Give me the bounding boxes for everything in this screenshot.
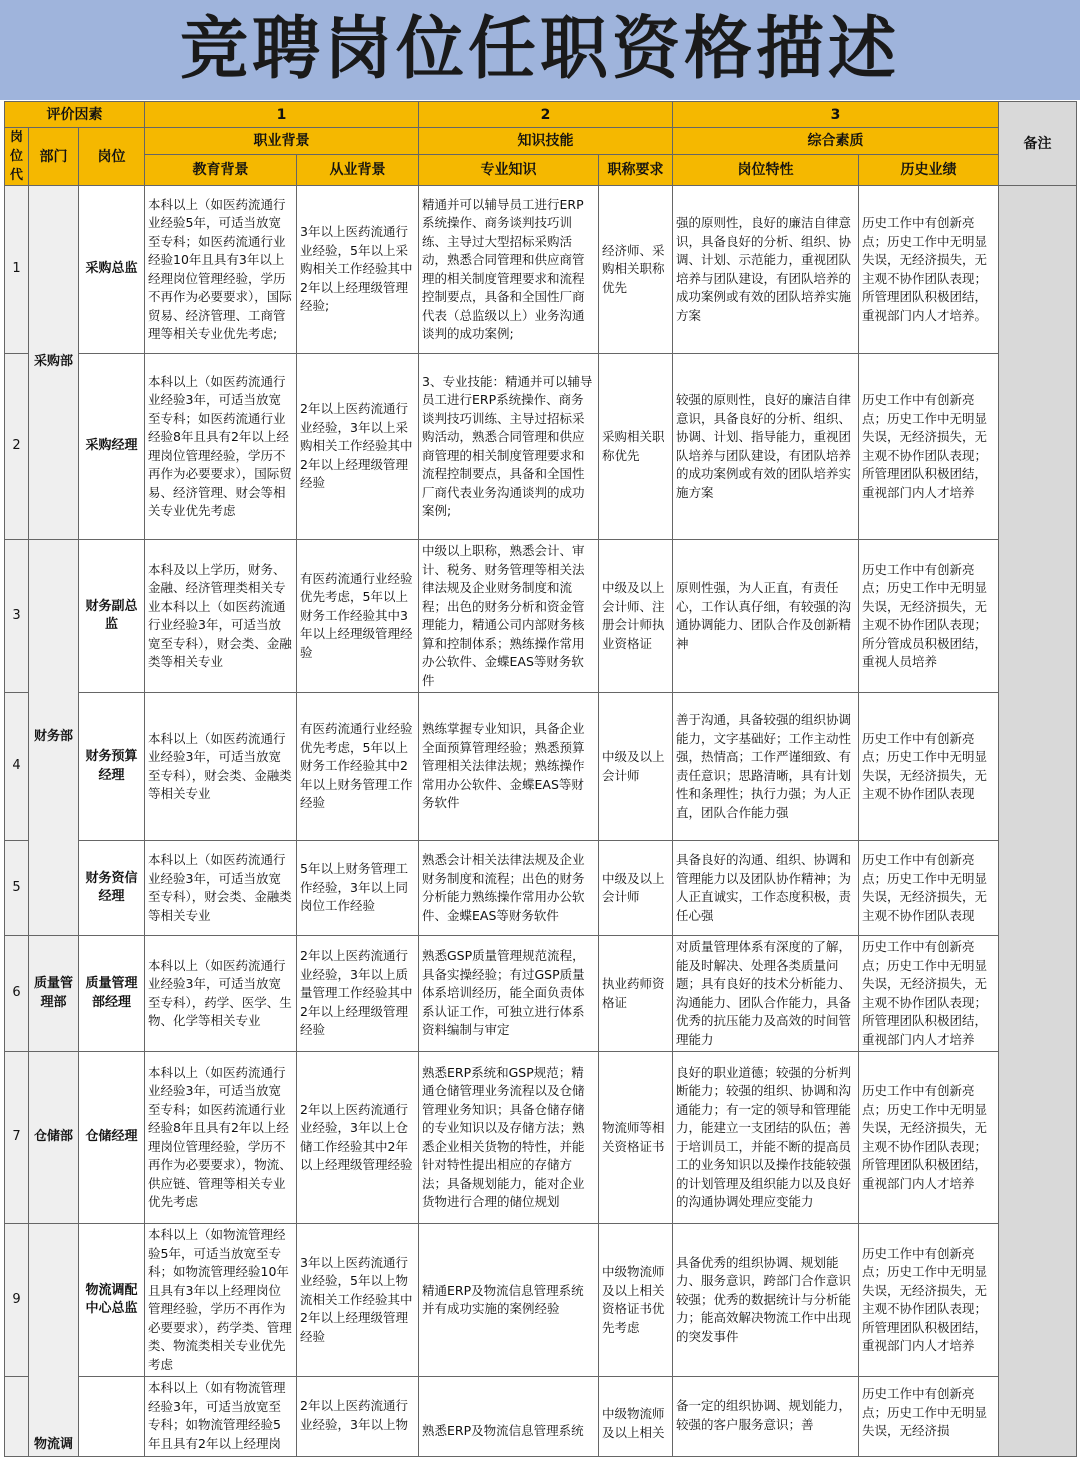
expertise-cell: 熟悉ERP及物流信息管理系统 — [419, 1377, 599, 1457]
experience-cell: 2年以上医药流通行业经验，3年以上质量管理工作经验其中2年以上经理级管理经验 — [297, 936, 419, 1052]
title-req-header: 职称要求 — [599, 155, 673, 186]
table-row — [5, 936, 1077, 1052]
remark-header: 备注 — [999, 102, 1077, 186]
department-cell: 质量管理部 — [29, 936, 79, 1052]
row-number: 6 — [5, 936, 29, 1052]
title-req-cell: 采购相关职称优先 — [599, 354, 673, 540]
performance-cell: 历史工作中有创新亮点；历史工作中无明显失误，无经济损失，无主观不协作团队表现；所管理团队积极团结，重视部门内人才培养 — [859, 936, 999, 1052]
title-req-cell: 中级及以上会计师 — [599, 693, 673, 841]
position-cell — [79, 1377, 145, 1457]
traits-cell: 善于沟通，具备较强的组织协调能力，文字基础好；工作主动性强，热情高；工作严谨细致、有责任意识；思路清晰，具有计划性和条理性；执行力强；为人正直，团队合作能力强 — [673, 693, 859, 841]
education-cell: 本科以上（如物流管理经验5年，可适当放宽至专科；如物流管理经验10年且具有3年以上经理岗位管理经验，学历不再作为必要要求），药学类、管理类、物流类相关专业优先考虑 — [145, 1224, 297, 1377]
group-1-header: 1 — [145, 102, 419, 128]
position-cell: 仓储经理 — [79, 1052, 145, 1224]
group-2-header: 2 — [419, 102, 673, 128]
expertise-cell: 熟悉会计相关法律法规及企业财务制度和流程；出色的财务分析能力熟练操作常用办公软件、金蝶EAS等财务软件 — [419, 841, 599, 936]
traits-cell: 强的原则性，良好的廉洁自律意识，具备良好的分析、组织、协调、计划、示范能力，重视团队培养与团队建设，有团队培养的成功案例或有效的团队培养实施方案 — [673, 186, 859, 354]
group-3-header: 3 — [673, 102, 999, 128]
education-cell: 本科及以上学历，财务、金融、经济管理类相关专业本科以上（如医药流通行业经验3年，可适当放宽至专科），财会类、金融类等相关专业 — [145, 540, 297, 693]
expertise-cell: 3、专业技能：精通并可以辅导员工进行ERP系统操作、商务谈判技巧训练、主导过招标采购活动，熟悉合同管理和供应商管理的相关制度管理要求和流程控制要点，具备和全国性厂商代表业务沟通谈判的成功案例; — [419, 354, 599, 540]
education-cell: 本科以上（如有物流管理经验3年，可适当放宽至专科；如物流管理经验5年且具有2年以上经理岗 — [145, 1377, 297, 1457]
expertise-cell: 精通并可以辅导员工进行ERP系统操作、商务谈判技巧训练、主导过大型招标采购活动，熟悉合同管理和供应商管理的相关制度管理要求和流程控制要点，具备和全国性厂商代表（总监级以上）业务沟通谈判的成功案例; — [419, 186, 599, 354]
row-number — [5, 1377, 29, 1457]
table-row — [5, 540, 1077, 693]
career-header: 职业背景 — [145, 128, 419, 155]
performance-cell: 历史工作中有创新亮点；历史工作中无明显失误，无经济损失，无主观不协作团队表现；所管理团队积极团结，重视部门内人才培养 — [859, 1052, 999, 1224]
performance-cell: 历史工作中有创新亮点；历史工作中无明显失误，无经济损失，无主观不协作团队表现；所管理团队积极团结，重视部门内人才培养 — [859, 354, 999, 540]
title-req-cell: 执业药师资格证 — [599, 936, 673, 1052]
row-number: 1 — [5, 186, 29, 354]
position-cell: 财务副总监 — [79, 540, 145, 693]
department-cell: 财务部 — [29, 540, 79, 936]
education-cell: 本科以上（如医药流通行业经验3年，可适当放宽至专科；如医药流通行业经验8年且具有2年以上经理岗位管理经验，学历不再作为必要要求），物流、供应链、管理等相关专业优先考虑 — [145, 1052, 297, 1224]
traits-cell: 良好的职业道德；较强的分析判断能力；较强的组织、协调和沟通能力；有一定的领导和管理能力，能建立一支团结的队伍；善于培训员工，并能不断的提高员工的业务知识以及操作技能较强的计划管理及组织能力以及良好的沟通协调处理应变能力 — [673, 1052, 859, 1224]
education-cell: 本科以上（如医药流通行业经验3年，可适当放宽至专科），财会类、金融类等相关专业 — [145, 841, 297, 936]
experience-cell: 2年以上医药流通行业经验，3年以上仓储工作经验其中2年以上经理级管理经验 — [297, 1052, 419, 1224]
education-header: 教育背景 — [145, 155, 297, 186]
row-number: 4 — [5, 693, 29, 841]
expertise-cell: 熟悉ERP系统和GSP规范；精通仓储管理业务流程以及仓储管理业务知识；具备仓储存储的专业知识以及存储方法；熟悉企业相关货物的特性，并能针对特性提出相应的存储方法；具备规划能力，能对企业货物进行合理的储位规划 — [419, 1052, 599, 1224]
table-row — [5, 1224, 1077, 1377]
traits-cell: 具备良好的沟通、组织、协调和管理能力以及团队协作精神；为人正直诚实，工作态度积极，责任心强 — [673, 841, 859, 936]
header-row-1 — [5, 102, 1077, 128]
quality-header: 综合素质 — [673, 128, 999, 155]
qualification-table — [4, 101, 1077, 1457]
performance-header: 历史业绩 — [859, 155, 999, 186]
experience-cell: 2年以上医药流通行业经验，3年以上物 — [297, 1377, 419, 1457]
table-row — [5, 1052, 1077, 1224]
experience-cell: 3年以上医药流通行业经验，5年以上物流相关工作经验其中2年以上经理级管理经验 — [297, 1224, 419, 1377]
knowledge-header: 知识技能 — [419, 128, 673, 155]
row-number: 7 — [5, 1052, 29, 1224]
title-req-cell: 中级及以上会计师 — [599, 841, 673, 936]
table-row — [5, 186, 1077, 354]
position-cell: 财务资信经理 — [79, 841, 145, 936]
title-req-cell: 中级物流师及以上相关资格证书优先考虑 — [599, 1224, 673, 1377]
title-req-cell: 中级物流师及以上相关 — [599, 1377, 673, 1457]
experience-cell: 有医药流通行业经验优先考虑，5年以上财务工作经验其中3年以上经理级管理经验 — [297, 540, 419, 693]
experience-cell: 有医药流通行业经验优先考虑，5年以上财务工作经验其中2年以上财务管理工作经验 — [297, 693, 419, 841]
traits-cell: 较强的原则性，良好的廉洁自律意识，具备良好的分析、组织、协调、计划、指导能力，重视团队培养与团队建设，有团队培养的成功案例或有效的团队培养实施方案 — [673, 354, 859, 540]
row-number: 2 — [5, 354, 29, 540]
performance-cell: 历史工作中有创新亮点；历史工作中无明显失误，无经济损失，无主观不协作团队表现 — [859, 841, 999, 936]
eval-factor-header: 评价因素 — [5, 102, 145, 128]
expertise-header: 专业知识 — [419, 155, 599, 186]
position-cell: 采购总监 — [79, 186, 145, 354]
experience-header: 从业背景 — [297, 155, 419, 186]
traits-header: 岗位特性 — [673, 155, 859, 186]
performance-cell: 历史工作中有创新亮点；历史工作中无明显失误，无经济损失，无主观不协作团队表现；所分管成员积极团结，重视人员培养 — [859, 540, 999, 693]
traits-cell: 具备优秀的组织协调、规划能力、服务意识，跨部门合作意识较强；优秀的数据统计与分析能力；能高效解决物流工作中出现的突发事件 — [673, 1224, 859, 1377]
title-banner — [0, 0, 1080, 100]
experience-cell: 2年以上医药流通行业经验，3年以上采购相关工作经验其中2年以上经理级管理经验 — [297, 354, 419, 540]
education-cell: 本科以上（如医药流通行业经验3年，可适当放宽至专科），药学、医学、生物、化学等相关专业 — [145, 936, 297, 1052]
title-req-cell: 中级及以上会计师、注册会计师执业资格证 — [599, 540, 673, 693]
performance-cell: 历史工作中有创新亮点；历史工作中无明显失误，无经济损失，无主观不协作团队表现；所管理团队积极团结，重视部门内人才培养。 — [859, 186, 999, 354]
expertise-cell: 精通ERP及物流信息管理系统并有成功实施的案例经验 — [419, 1224, 599, 1377]
traits-cell: 对质量管理体系有深度的了解，能及时解决、处理各类质量问题；具有良好的技术分析能力、沟通能力、团队合作能力，具备优秀的抗压能力及高效的时间管理能力 — [673, 936, 859, 1052]
table-row — [5, 354, 1077, 540]
department-cell: 仓储部 — [29, 1052, 79, 1224]
education-cell: 本科以上（如医药流通行业经验5年，可适当放宽至专科；如医药流通行业经验10年且具有3年以上经理岗位管理经验，学历不再作为必要要求），国际贸易、经济管理、工商管理等相关专业优先考虑; — [145, 186, 297, 354]
education-cell: 本科以上（如医药流通行业经验3年，可适当放宽至专科；如医药流通行业经验8年且具有2年以上经理岗位管理经验，学历不再作为必要要求），国际贸易、经济管理、财会等相关专业优先考虑 — [145, 354, 297, 540]
performance-cell: 历史工作中有创新亮点；历史工作中无明显失误，无经济损失，无主观不协作团队表现 — [859, 693, 999, 841]
row-number: 5 — [5, 841, 29, 936]
performance-cell: 历史工作中有创新亮点；历史工作中无明显失误，无经济损失，无主观不协作团队表现；所管理团队积极团结，重视部门内人才培养 — [859, 1224, 999, 1377]
title-req-cell: 经济师、采购相关职称优先 — [599, 186, 673, 354]
department-cell: 采购部 — [29, 186, 79, 540]
position-cell: 物流调配中心总监 — [79, 1224, 145, 1377]
position-cell: 采购经理 — [79, 354, 145, 540]
table-row — [5, 841, 1077, 936]
table-row — [5, 693, 1077, 841]
header-row-2 — [5, 128, 1077, 155]
title-req-cell: 物流师等相关资格证书 — [599, 1052, 673, 1224]
position-cell: 质量管理部经理 — [79, 936, 145, 1052]
traits-cell: 原则性强，为人正直，有责任心，工作认真仔细，有较强的沟通协调能力、团队合作及创新精神 — [673, 540, 859, 693]
position-header: 岗位 — [79, 128, 145, 186]
seq-header: 岗位代 — [5, 128, 29, 186]
traits-cell: 备一定的组织协调、规划能力，较强的客户服务意识；善 — [673, 1377, 859, 1457]
position-cell: 财务预算经理 — [79, 693, 145, 841]
row-number: 3 — [5, 540, 29, 693]
education-cell: 本科以上（如医药流通行业经验3年，可适当放宽至专科），财会类、金融类等相关专业 — [145, 693, 297, 841]
page-title: 竞聘岗位任职资格描述 — [179, 10, 900, 89]
expertise-cell: 熟悉GSP质量管理规范流程，具备实操经验；有过GSP质量体系培训经历，能全面负责体系认证工作，可独立进行体系资料编制与审定 — [419, 936, 599, 1052]
experience-cell: 5年以上财务管理工作经验，3年以上同岗位工作经验 — [297, 841, 419, 936]
row-number: 9 — [5, 1224, 29, 1377]
department-cell: 物流调 — [29, 1224, 79, 1457]
expertise-cell: 熟练掌握专业知识，具备企业全面预算管理经验；熟悉预算管理相关法律法规；熟练操作常用办公软件、金蝶EAS等财务软件 — [419, 693, 599, 841]
header-row-3 — [5, 155, 1077, 186]
expertise-cell: 中级以上职称，熟悉会计、审计、税务、财务管理等相关法律法规及企业财务制度和流程；出色的财务分析和资金管理能力，精通公司内部财务核算和控制体系；熟练操作常用办公软件、金蝶EAS等财务软件 — [419, 540, 599, 693]
performance-cell: 历史工作中有创新亮点；历史工作中无明显失误，无经济损 — [859, 1377, 999, 1457]
remark-cell — [999, 186, 1077, 1457]
table-row — [5, 1377, 1077, 1457]
experience-cell: 3年以上医药流通行业经验，5年以上采购相关工作经验其中2年以上经理级管理经验; — [297, 186, 419, 354]
department-header: 部门 — [29, 128, 79, 186]
